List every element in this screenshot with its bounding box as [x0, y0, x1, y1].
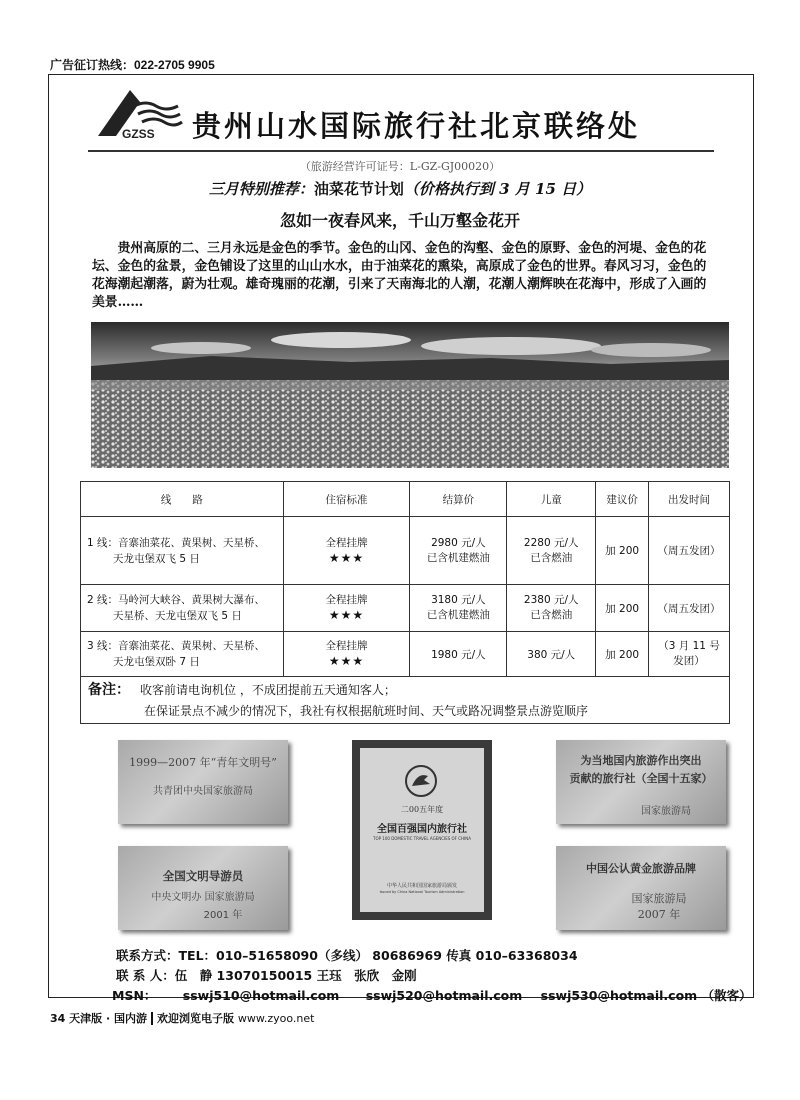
price-text: 2980 元/人 — [431, 536, 486, 549]
award-issuer: 国家旅游局 — [631, 892, 687, 905]
header-rule — [88, 150, 714, 152]
child-price-text: 2280 元/人 — [523, 536, 579, 549]
certificate-panel — [360, 748, 484, 912]
col-header-child: 儿童 — [507, 482, 596, 517]
logo-text: GZSS — [122, 127, 155, 140]
departure-text: 发团） — [673, 655, 705, 667]
award-plaque-golden-brand — [556, 846, 726, 930]
tourism-emblem-icon — [404, 764, 438, 798]
route-line: 2 线：马岭河大峡谷、黄果树大瀑布、 — [87, 594, 266, 606]
certificate-title-en: TOP 100 DOMESTIC TRAVEL AGENCIES OF CHINA — [373, 836, 471, 841]
star-rating: ★★★ — [328, 654, 365, 668]
col-header-route: 线 路 — [81, 482, 284, 517]
promo-intro: 贵州高原的二、三月永远是金色的季节。金色的山冈、金色的沟壑、金色的原野、金色的河堤、金色的花坛、金色的盆景，金色铺设了这里的山山水水，由于油菜花的熏染，高原成了金色的世界。春风习习，金色的花海潮起潮落，蔚为壮观。雄奇瑰丽的花潮，引来了天南海北的人潮，花潮人潮辉映在花海中，形成了入画的美景…… — [92, 241, 707, 310]
lodging-text: 全程挂牌 — [325, 536, 368, 549]
award-year: 2007 年 — [637, 908, 681, 921]
remark-line: 收客前请电询机位 ，不成团提前五天通知客人； — [140, 683, 396, 697]
promo-slogan: 忽如一夜春风来，千山万壑金花开 — [279, 211, 520, 230]
table-header-row — [81, 482, 730, 517]
price-note: 已含机建燃油 — [426, 609, 490, 621]
certificate-issuer-en: Issued by China National Tourism Administration — [379, 890, 465, 894]
msn-account[interactable]: sswj530@hotmail.com — [540, 988, 698, 1003]
page-number: 34 — [50, 1012, 66, 1025]
table-row — [81, 517, 730, 585]
msn-account[interactable]: sswj510@hotmail.com — [182, 988, 340, 1003]
award-title: 中国公认黄金旅游品牌 — [586, 862, 696, 875]
award-plaque-contribution — [556, 740, 726, 824]
promo-title-prefix: 三月特别推荐： — [208, 180, 314, 198]
contact-person-line: 联 系 人：伍 静 13070150015 王珏 张欣 金刚 — [116, 968, 417, 983]
route-line: 3 线：音寨油菜花、黄果树、天星桥、 — [87, 640, 266, 652]
msn-note: （散客） — [701, 988, 752, 1003]
website-link[interactable]: www.zyoo.net — [237, 1012, 315, 1025]
page-footer — [50, 1010, 314, 1026]
star-rating: ★★★ — [328, 550, 365, 565]
award-issuer: 共青团中央国家旅游局 — [153, 786, 253, 797]
price-note: 已含机建燃油 — [426, 551, 490, 564]
award-plaque-guide — [118, 846, 288, 930]
price-cell: 1980 元/人 — [410, 632, 507, 677]
price-cell — [410, 517, 507, 585]
child-price-cell — [507, 517, 596, 585]
certificate-title: 全国百强国内旅行社 — [377, 824, 467, 835]
child-price-note: 已含燃油 — [530, 551, 573, 564]
license-number: （旅游经营许可证号：L-GZ-GJ00020） — [299, 160, 501, 173]
award-issuer: 中央文明办 国家旅游局 — [151, 892, 255, 903]
lodging-cell — [283, 517, 410, 585]
lodging-text: 全程挂牌 — [325, 640, 368, 652]
route-line: 天龙屯堡双飞 5 日 — [113, 552, 200, 565]
col-header-suggested: 建议价 — [596, 482, 649, 517]
company-name: 贵州山水国际旅行社北京联络处 — [192, 109, 641, 143]
award-year: 2001 年 — [203, 910, 243, 921]
child-price-cell: 380 元/人 — [507, 632, 596, 677]
ad-hotline: 广告征订热线：022-2705 9905 — [50, 58, 215, 72]
route-cell — [81, 632, 284, 677]
lodging-text: 全程挂牌 — [325, 594, 368, 606]
route-line: 天星桥、天龙屯堡双飞 5 日 — [113, 610, 242, 622]
msn-account[interactable]: sswj520@hotmail.com — [365, 988, 523, 1003]
route-cell — [81, 517, 284, 585]
award-title: 贡献的旅行社（全国十五家） — [569, 772, 713, 785]
certificate-issuer: 中华人民共和国国家旅游局颁发 — [386, 883, 457, 889]
route-line: 1 线：音寨油菜花、黄果树、天星桥、 — [87, 536, 266, 549]
certificate-year: 二00五年度 — [400, 805, 444, 814]
child-price-text: 2380 元/人 — [523, 594, 579, 606]
award-issuer: 国家旅游局 — [641, 806, 691, 817]
remark-row — [81, 677, 730, 724]
award-title: 全国文明导游员 — [162, 869, 244, 883]
remark-cell — [81, 677, 730, 724]
contact-msn-line — [112, 986, 752, 1004]
price-text: 3180 元/人 — [431, 594, 486, 606]
col-header-price: 结算价 — [410, 482, 507, 517]
award-plaque-youth — [118, 740, 288, 824]
suggested-price-cell: 加 200 — [596, 585, 649, 632]
departure-text: （3 月 11 号 — [658, 640, 720, 652]
promo-title — [0, 178, 800, 199]
departure-cell: （周五发团） — [649, 517, 730, 585]
remark-line: 在保证景点不减少的情况下，我社有权根据航班时间、天气或路况调整景点游览顺序 — [144, 704, 589, 718]
promo-title-main: 油菜花节计划 — [313, 180, 404, 198]
departure-cell: （周五发团） — [649, 585, 730, 632]
route-cell — [81, 585, 284, 632]
award-title: 1999—2007 年“青年文明号” — [129, 756, 277, 769]
promo-title-suffix: （价格执行到 3 月 15 日） — [403, 180, 592, 198]
lodging-cell — [283, 585, 410, 632]
table-row — [81, 585, 730, 632]
col-header-departure: 出发时间 — [649, 482, 730, 517]
edition-label: 天津版 · 国内游 — [69, 1012, 147, 1025]
lodging-cell — [283, 632, 410, 677]
route-table — [80, 481, 730, 724]
suggested-price-cell: 加 200 — [596, 632, 649, 677]
star-rating: ★★★ — [328, 608, 365, 622]
price-cell — [410, 585, 507, 632]
footer-slogan: 欢迎浏览电子版 — [157, 1012, 234, 1025]
col-header-lodging: 住宿标准 — [283, 482, 410, 517]
msn-label: MSN： — [112, 988, 157, 1003]
child-price-cell — [507, 585, 596, 632]
rapeseed-field-photo — [91, 322, 729, 468]
suggested-price-cell: 加 200 — [596, 517, 649, 585]
remark-label: 备注： — [88, 682, 130, 698]
award-title: 为当地国内旅游作出突出 — [580, 754, 702, 767]
child-price-note: 已含燃油 — [530, 609, 573, 621]
top100-certificate — [352, 740, 492, 920]
company-logo — [94, 84, 184, 140]
contact-phone-line: 联系方式：TEL：010–51658090（多线） 80686969 传真 010–63368034 — [116, 948, 578, 963]
departure-cell — [649, 632, 730, 677]
route-line: 天龙屯堡双卧 7 日 — [113, 656, 200, 668]
table-row — [81, 632, 730, 677]
